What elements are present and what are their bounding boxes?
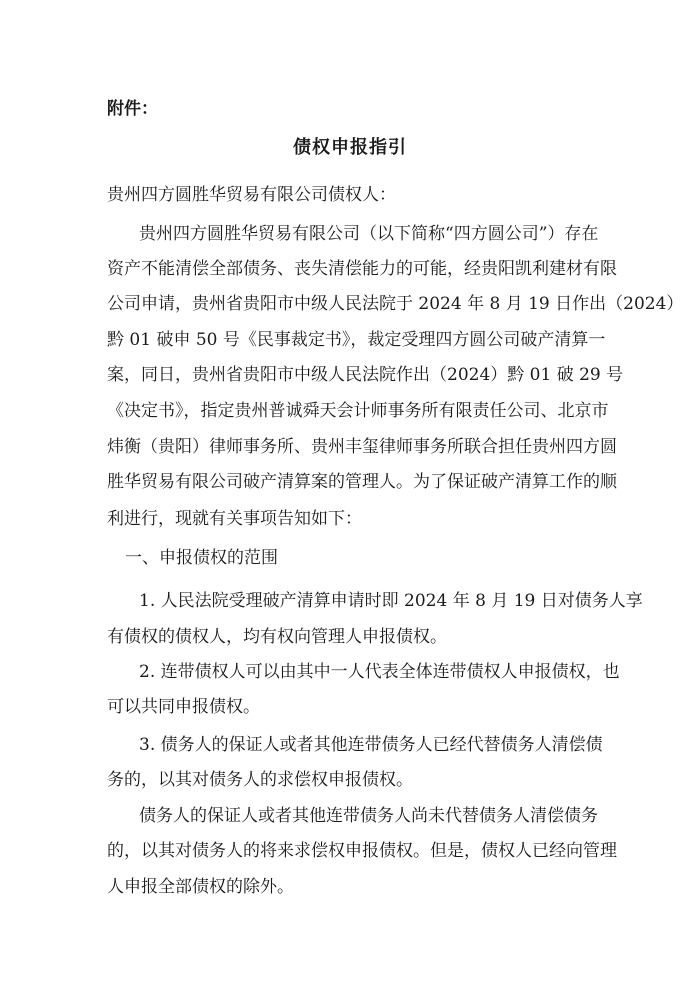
paragraph-line: 胜华贸易有限公司破产清算案的管理人。为了保证破产清算工作的顺: [107, 472, 617, 492]
paragraph-line: 案，同日，贵州省贵阳市中级人民法院作出（2024）黔 01 破 29 号: [107, 365, 624, 385]
paragraph-line: 黔 01 破申 50 号《民事裁定书》，裁定受理四方圆公司破产清算一: [107, 330, 606, 350]
paragraph-line: 资产不能清偿全部债务、丧失清偿能力的可能，经贵阳凯利建材有限: [107, 259, 617, 279]
paragraph-line: 的，以其对债务人的将来求偿权申报债权。但是，债权人已经向管理: [107, 841, 617, 861]
paragraph-line: 公司申请，贵州省贵阳市中级人民法院于 2024 年 8 月 19 日作出（2024）: [107, 294, 684, 314]
paragraph-line: 利进行，现就有关事项告知如下：: [107, 509, 362, 529]
section-heading: 一、申报债权的范围: [125, 548, 278, 568]
paragraph-line: 贵州四方圆胜华贸易有限公司（以下简称“四方圆公司”）存在: [139, 224, 599, 244]
paragraph-line: 2. 连带债权人可以由其中一人代表全体连带债权人申报债权，也: [139, 662, 620, 682]
paragraph-line: 可以共同申报债权。: [107, 697, 260, 717]
document-title: 债权申报指引: [293, 137, 407, 158]
paragraph-line: 炜衡（贵阳）律师事务所、贵州丰玺律师事务所联合担任贵州四方圆: [107, 437, 617, 457]
paragraph-line: 有债权的债权人，均有权向管理人申报债权。: [107, 627, 447, 647]
salutation: 贵州四方圆胜华贸易有限公司债权人：: [107, 185, 396, 205]
paragraph-line: 1. 人民法院受理破产清算申请时即 2024 年 8 月 19 日对债务人享: [139, 591, 643, 611]
paragraph-line: 务的，以其对债务人的求偿权申报债权。: [107, 770, 413, 790]
paragraph-line: 债务人的保证人或者其他连带债务人尚未代替债务人清偿债务: [139, 806, 598, 826]
attachment-label: 附件：: [107, 99, 158, 119]
paragraph-line: 《决定书》，指定贵州普诚舜天会计师事务所有限责任公司、北京市: [107, 401, 609, 421]
paragraph-line: 人申报全部债权的除外。: [107, 877, 294, 897]
paragraph-line: 3. 债务人的保证人或者其他连带债务人已经代替债务人清偿债: [139, 735, 603, 755]
